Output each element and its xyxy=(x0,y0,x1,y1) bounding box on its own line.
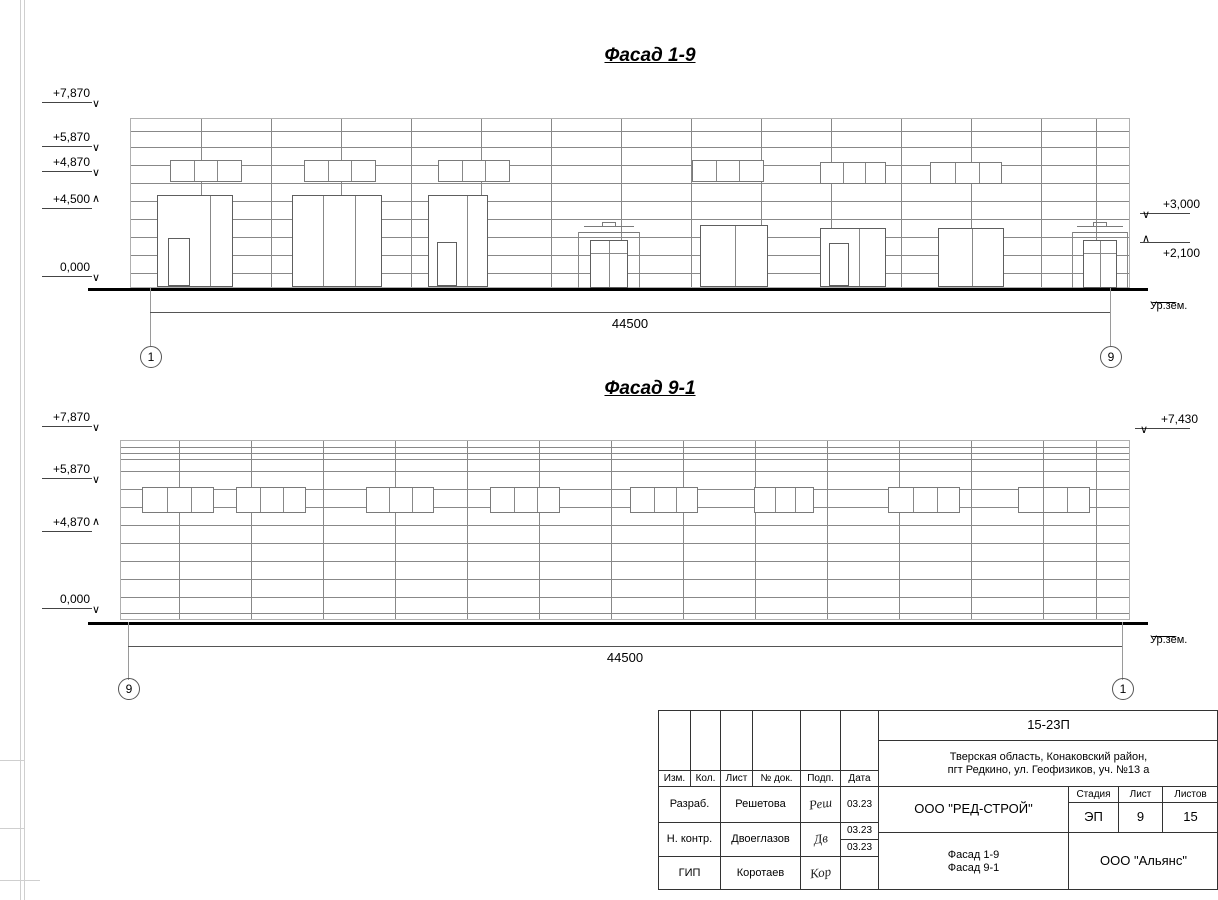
level-arrow-icon: ∨ xyxy=(92,167,101,179)
entrance-door xyxy=(168,238,190,286)
rev-col-kol-blank xyxy=(691,711,721,771)
level-leader-line xyxy=(42,608,92,609)
level-arrow-icon: ∨ xyxy=(92,422,101,434)
sheets-total-header: Листов xyxy=(1163,787,1218,803)
axis-extension-line xyxy=(1110,288,1111,346)
entrance-door xyxy=(437,242,457,286)
col-header-izm: Изм. xyxy=(659,771,691,787)
level-arrow-icon: ∨ xyxy=(1142,209,1151,221)
view-title-facade-1-9: Фасад 1-9 xyxy=(604,45,696,66)
level-mark-0000-left: 0,000 xyxy=(59,260,90,274)
level-mark-2100-right: +2,100 xyxy=(1162,246,1200,260)
col-header-podp: Подп. xyxy=(801,771,841,787)
level-leader-line xyxy=(42,102,92,103)
entrance-door xyxy=(829,243,849,286)
storefront-glazing xyxy=(157,195,233,287)
clerestory-window xyxy=(170,160,242,182)
signature-razrab xyxy=(801,787,841,823)
storefront-glazing xyxy=(938,228,1004,287)
rev-col-izm-blank xyxy=(659,711,691,771)
level-arrow-icon: ∨ xyxy=(92,98,101,110)
project-code: 15-23П xyxy=(879,711,1218,741)
level-leader-line xyxy=(42,478,92,479)
storefront-glazing xyxy=(292,195,382,287)
clerestory-window xyxy=(754,487,814,513)
date-gip: 03.23 xyxy=(841,840,879,857)
ground-line xyxy=(88,288,1148,291)
level-mark-4870-left: +4,870 xyxy=(52,155,90,169)
storefront-glazing xyxy=(428,195,488,287)
clerestory-window xyxy=(438,160,510,182)
role-n-kontr: Н. контр. xyxy=(659,823,721,857)
clerestory-window xyxy=(630,487,698,513)
title-block xyxy=(658,710,1218,890)
axis-extension-line xyxy=(150,288,151,346)
level-arrow-up-icon: ∧ xyxy=(92,516,101,528)
sheet-name: Фасад 1-9 Фасад 9-1 xyxy=(879,833,1069,890)
axis-bubble-1: 1 xyxy=(1112,678,1134,700)
stage-value: ЭП xyxy=(1069,803,1119,833)
facade-9-1-building xyxy=(120,440,1130,620)
clerestory-window xyxy=(142,487,214,513)
level-mark-3000-right: +3,000 xyxy=(1162,197,1200,211)
signature-glyph: Дв xyxy=(812,830,829,847)
signature-n-kontr xyxy=(801,823,841,857)
level-mark-7430-right: +7,430 xyxy=(1160,412,1198,426)
clerestory-window xyxy=(888,487,960,513)
axis-extension-line xyxy=(1122,622,1123,680)
col-header-kol: Кол. xyxy=(691,771,721,787)
entrance-door xyxy=(590,240,628,288)
role-razrab: Разраб. xyxy=(659,787,721,823)
col-header-doc: № док. xyxy=(753,771,801,787)
clerestory-window xyxy=(236,487,306,513)
level-leader-line xyxy=(42,426,92,427)
level-mark-0000-left-v2: 0,000 xyxy=(59,592,90,606)
signature-glyph: Реш xyxy=(807,794,833,813)
level-arrow-icon: ∨ xyxy=(92,474,101,486)
name-korotaev: Коротаев xyxy=(721,857,801,890)
level-leader-line xyxy=(42,171,92,172)
sheets-total-value: 15 xyxy=(1163,803,1218,833)
designer-company: ООО "Альянс" xyxy=(1100,853,1187,869)
clerestory-window xyxy=(1018,487,1090,513)
sheet-border-bottom-2 xyxy=(0,828,24,829)
axis-extension-line xyxy=(128,622,129,680)
entrance-door xyxy=(1083,240,1117,288)
role-gip: ГИП xyxy=(659,857,721,890)
sheet-value: 9 xyxy=(1119,803,1163,833)
level-arrow-up-icon: ∧ xyxy=(1142,233,1151,245)
axis-bubble-9: 9 xyxy=(1100,346,1122,368)
level-leader-line xyxy=(42,531,92,532)
rev-col-data-blank xyxy=(841,711,879,771)
rev-col-podp-blank xyxy=(801,711,841,771)
level-arrow-icon: ∨ xyxy=(1140,424,1149,436)
clerestory-window xyxy=(304,160,376,182)
view-title-facade-9-1: Фасад 9-1 xyxy=(604,378,696,399)
portico-entrance xyxy=(578,222,640,288)
name-dvoeglazov: Двоеглазов xyxy=(721,823,801,857)
dimension-line xyxy=(150,312,1110,313)
clerestory-window xyxy=(366,487,434,513)
date-gip-blank xyxy=(841,857,879,890)
rev-col-list-blank xyxy=(721,711,753,771)
project-address: Тверская область, Конаковский район, пгт Редкино, ул. Геофизиков, уч. №13 а xyxy=(879,741,1218,787)
stage-header: Стадия xyxy=(1069,787,1119,803)
clerestory-window xyxy=(692,160,764,182)
level-mark-4870-left-v2: +4,870 xyxy=(52,515,90,529)
dimension-line xyxy=(128,646,1122,647)
level-mark-7870-left: +7,870 xyxy=(52,86,90,100)
overall-dimension-44500-v2: 44500 xyxy=(606,650,644,665)
level-leader-line xyxy=(42,208,92,209)
overall-dimension-44500: 44500 xyxy=(611,316,649,331)
ground-level-label: Ур.зем. xyxy=(1150,300,1188,312)
level-arrow-icon: ∨ xyxy=(92,272,101,284)
signature-gip xyxy=(801,857,841,890)
portico-entrance xyxy=(1072,222,1128,288)
col-header-data: Дата xyxy=(841,771,879,787)
level-arrow-up-icon: ∧ xyxy=(92,193,101,205)
storefront-glazing xyxy=(700,225,768,287)
level-mark-4500-left: +4,500 xyxy=(52,192,90,206)
storefront-glazing xyxy=(820,228,886,287)
sheet-border-bottom-3 xyxy=(0,760,24,761)
level-leader-line xyxy=(42,146,92,147)
date-n-kontr: 03.23 xyxy=(841,823,879,840)
clerestory-window xyxy=(820,162,886,184)
signature-glyph: Кор xyxy=(808,863,832,882)
axis-bubble-1: 1 xyxy=(140,346,162,368)
ground-line xyxy=(88,622,1148,625)
clerestory-window xyxy=(930,162,1002,184)
level-arrow-icon: ∨ xyxy=(92,604,101,616)
clerestory-window xyxy=(490,487,560,513)
level-arrow-icon: ∨ xyxy=(92,142,101,154)
level-mark-5870-left: +5,870 xyxy=(52,130,90,144)
name-reshetova: Решетова xyxy=(721,787,801,823)
axis-bubble-9: 9 xyxy=(118,678,140,700)
sheet-header: Лист xyxy=(1119,787,1163,803)
col-header-list: Лист xyxy=(721,771,753,787)
rev-col-doc-blank xyxy=(753,711,801,771)
sheet-border-bottom xyxy=(0,880,40,881)
customer-name: ООО "РЕД-СТРОЙ" xyxy=(879,787,1069,833)
level-leader-line xyxy=(42,276,92,277)
date-razrab: 03.23 xyxy=(841,787,879,823)
level-mark-5870-left-v2: +5,870 xyxy=(52,462,90,476)
level-mark-7870-left-v2: +7,870 xyxy=(52,410,90,424)
ground-level-label: Ур.зем. xyxy=(1150,634,1188,646)
